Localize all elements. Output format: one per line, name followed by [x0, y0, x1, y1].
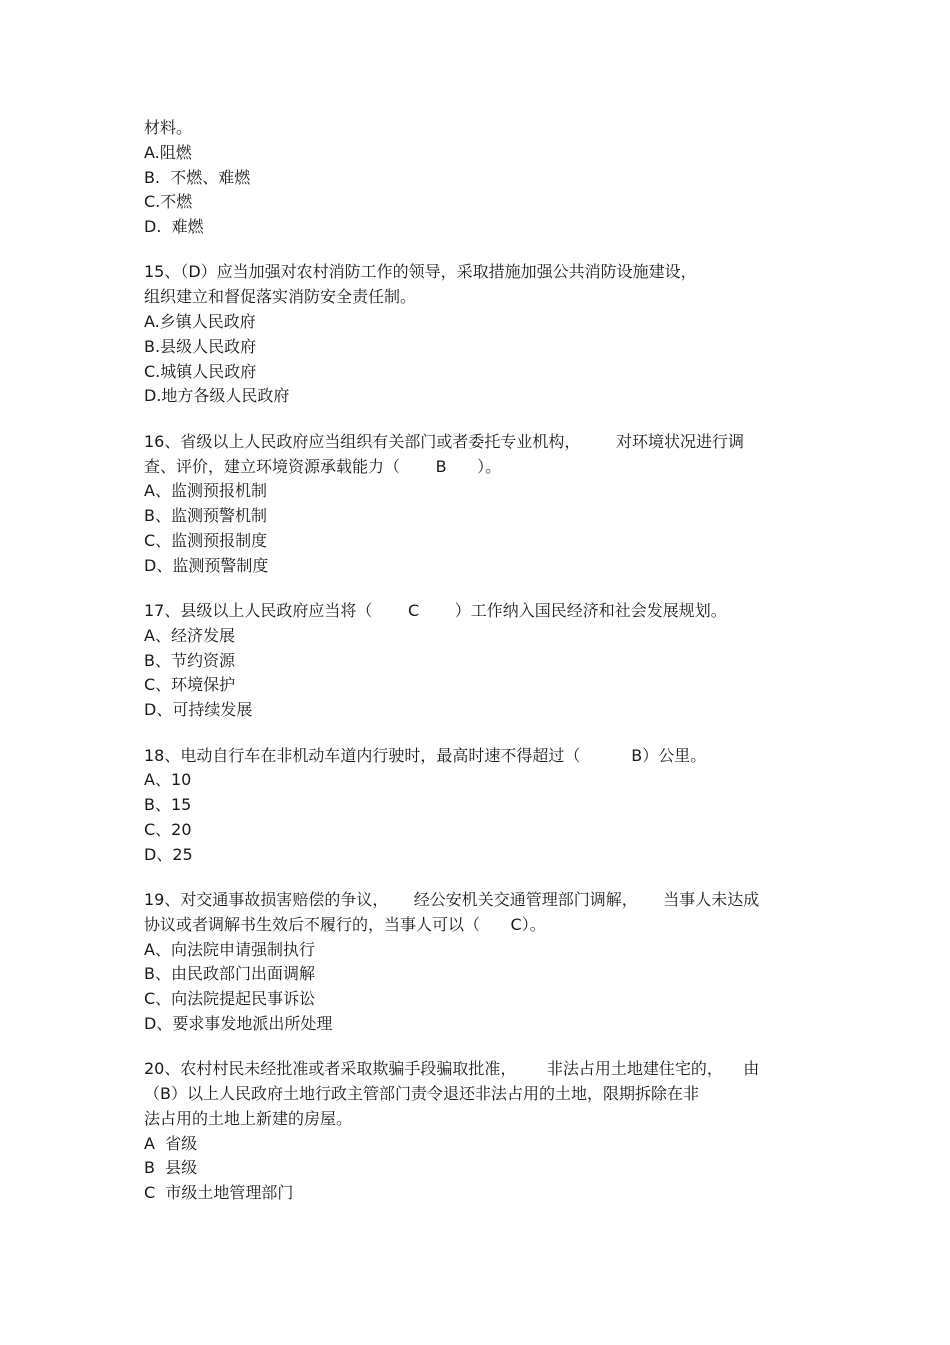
option-b: B、15 [144, 795, 192, 815]
question-text-line: 18、电动自行车在非机动车道内行驶时，最高时速不得超过（ B）公里。 [144, 745, 707, 765]
option-a: A、10 [144, 770, 192, 790]
option-d: D、可持续发展 [144, 700, 253, 720]
option-b: B.县级人民政府 [144, 336, 257, 356]
question-text-line: 协议或者调解书生效后不履行的，当事人可以（ C）。 [144, 914, 546, 934]
option-a: A 省级 [144, 1133, 198, 1153]
option-c: C.不燃 [144, 192, 193, 212]
option-b: B、由民政部门出面调解 [144, 964, 315, 984]
question-text-line: 15、（D）应当加强对农村消防工作的领导，采取措施加强公共消防设施建设， [144, 262, 697, 282]
option-a: A.阻燃 [144, 142, 192, 162]
option-c: C、20 [144, 819, 192, 839]
option-b: B、节约资源 [144, 650, 235, 670]
question-20 [144, 1057, 824, 1206]
question-17 [144, 599, 824, 723]
option-c: C、监测预报制度 [144, 530, 268, 550]
document-page [144, 116, 824, 1206]
option-a: A.乡镇人民政府 [144, 312, 256, 332]
question-text-line: 材料。 [144, 118, 193, 137]
option-b: B、监测预警机制 [144, 506, 267, 526]
option-d: D、25 [144, 844, 193, 864]
option-c: C、环境保护 [144, 675, 236, 695]
question-text-line: 17、县级以上人民政府应当将（ C ）工作纳入国民经济和社会发展规划。 [144, 601, 727, 621]
question-16 [144, 430, 824, 579]
option-d: D.地方各级人民政府 [144, 386, 290, 406]
question-text-line: （B）以上人民政府土地行政主管部门责令退还非法占用的土地，限期拆除在非 [144, 1084, 699, 1104]
option-c: C、向法院提起民事诉讼 [144, 989, 316, 1009]
question-text-line: 20、农村村民未经批准或者采取欺骗手段骗取批准， 非法占用土地建住宅的， 由 [144, 1059, 760, 1079]
option-c: C 市级土地管理部门 [144, 1183, 294, 1203]
option-d: D、监测预警制度 [144, 555, 269, 575]
question-text-line: 法占用的土地上新建的房屋。 [144, 1108, 353, 1128]
option-a: A、监测预报机制 [144, 481, 267, 501]
question-text-line: 组织建立和督促落实消防安全责任制。 [144, 287, 417, 307]
question-19 [144, 888, 824, 1037]
option-b: B. 不燃、难燃 [144, 167, 251, 187]
question-15 [144, 260, 824, 409]
question-18 [144, 744, 824, 868]
question-text-line: 16、省级以上人民政府应当组织有关部门或者委托专业机构， 对环境状况进行调 [144, 431, 744, 451]
question-14-fragment [144, 116, 824, 240]
option-a: A、向法院申请强制执行 [144, 939, 315, 959]
option-d: D、要求事发地派出所处理 [144, 1014, 333, 1033]
option-a: A、经济发展 [144, 625, 235, 645]
option-b: B 县级 [144, 1158, 198, 1178]
question-text-line: 19、对交通事故损害赔偿的争议， 经公安机关交通管理部门调解， 当事人未达成 [144, 890, 760, 910]
option-c: C.城镇人民政府 [144, 361, 257, 381]
question-text-line: 查、评价，建立环境资源承载能力（ B ）。 [144, 456, 502, 476]
option-d: D. 难燃 [144, 217, 204, 237]
